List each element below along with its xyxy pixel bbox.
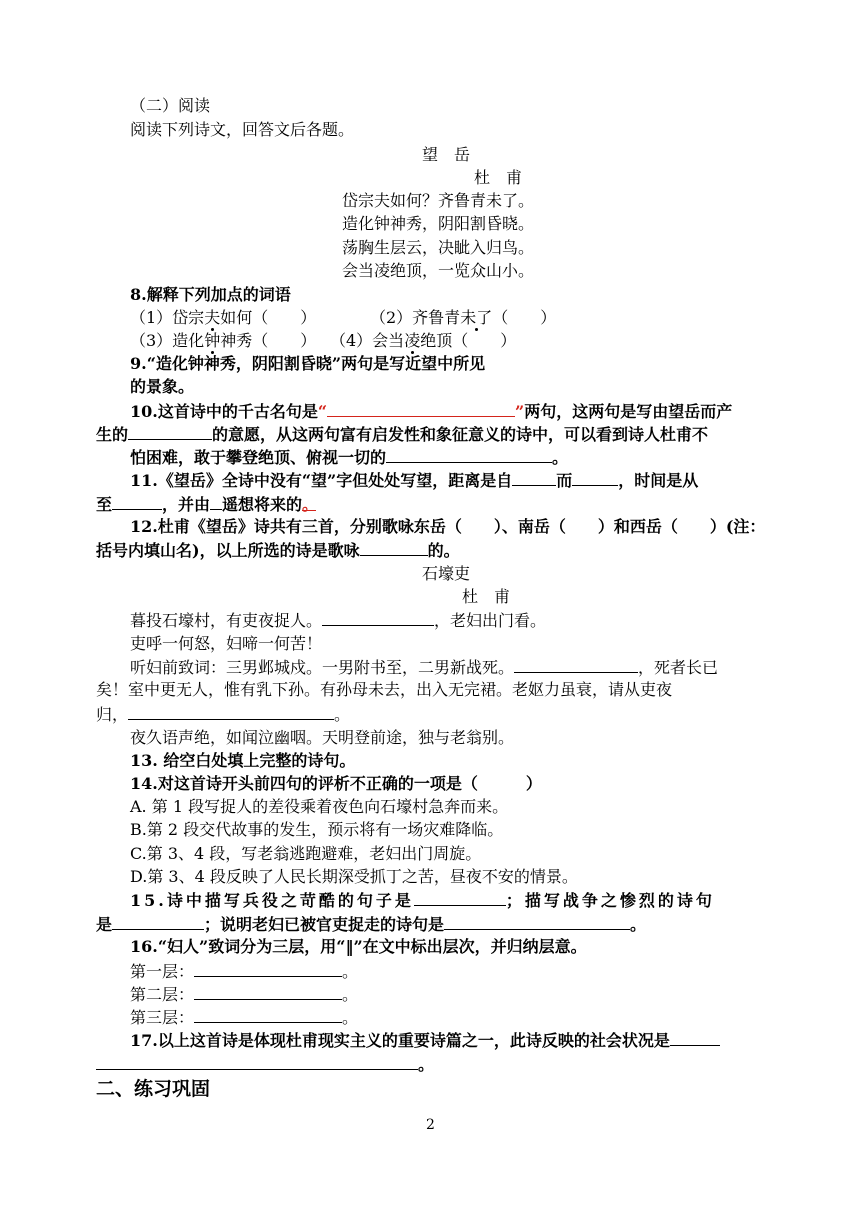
option-a: A. 第 1 段写捉人的差役乘着夜色向石壕村急奔而来。 <box>130 797 509 816</box>
question-11: 11.《望岳》全诗中没有“望”字但处处写望，距离是自 而 ，时间是从 <box>130 471 699 490</box>
question-16: 16.“妇人”致词分为三层，用“‖”在文中标出层次，并归纳层意。 <box>130 937 587 956</box>
page-number: 2 <box>426 1117 435 1133</box>
question-12-cont: 括号内填山名)，以上所选的诗是歌咏 的。 <box>96 541 460 560</box>
question-15: 15.诗中描写兵役之苛酷的句子是 ；描写战争之惨烈的诗句 <box>130 891 715 910</box>
question-12: 12.杜甫《望岳》诗共有三首，分别歌咏东岳（ ）、南岳（ ）和西岳（ ）(注： <box>130 517 766 536</box>
poem-line: 听妇前致词：三男邺城戍。一男附书至，二男新战死。 ，死者长已 <box>130 658 719 677</box>
option-d: D.第 3、4 段反映了人民长期深受抓丁之苦，昼夜不安的情景。 <box>130 867 578 886</box>
poem-line: 暮投石壕村，有吏夜捉人。 ，老妇出门看。 <box>130 611 547 630</box>
poem-line: 归， 。 <box>96 705 351 724</box>
poem-line: 夜久语声绝，如闻泣幽咽。天明登前途，独与老翁别。 <box>130 728 515 747</box>
instruction-text: 阅读下列诗文，回答文后各题。 <box>130 120 355 139</box>
option-c: C.第 3、4 段，写老翁逃跑避难，老妇出门周旋。 <box>130 844 482 863</box>
layer-2-answer: 第二层： 。 <box>130 985 359 1004</box>
question-9-cont: 的景象。 <box>130 377 195 396</box>
section-heading: 二、练习巩固 <box>96 1078 211 1100</box>
poem-line: 矣！室中更无人，惟有乳下孙。有孙母未去，出入无完裙。老妪力虽衰，请从吏夜 <box>96 680 673 699</box>
layer-3-answer: 第三层： 。 <box>130 1008 359 1027</box>
question-15-cont: 是 ；说明老妇已被官吏捉走的诗句是 。 <box>96 915 647 934</box>
option-b: B.第 2 段交代故事的发生，预示将有一场灾难降临。 <box>130 820 504 839</box>
poem-line: 荡胸生层云，决眦入归鸟。 <box>342 238 535 257</box>
question-17-cont: 。 <box>96 1054 434 1075</box>
question-8: 8.解释下列加点的词语 <box>130 285 291 304</box>
poem-line: 造化钟神秀，阴阳割昏晓。 <box>342 214 535 233</box>
poem-title: 望 岳 <box>422 145 471 164</box>
question-14: 14.对这首诗开头前四句的评析不正确的一项是（ ） <box>130 774 542 793</box>
question-10: 10.这首诗中的千古名句是“ ”两句，这两句是写由望岳而产 <box>130 402 733 421</box>
question-17: 17.以上这首诗是体现杜甫现实主义的重要诗篇之一，此诗反映的社会状况是 <box>130 1030 720 1051</box>
question-11-cont: 至 ，并由 遥想将来的。 <box>96 495 319 514</box>
subsection-heading: （二）阅读 <box>130 96 211 115</box>
poem-line: 吏呼一何怒，妇啼一何苦！ <box>130 634 323 653</box>
layer-1-answer: 第一层： 。 <box>130 962 359 981</box>
poem-line: 会当凌绝顶，一览众山小。 <box>342 261 535 280</box>
poem-line: 岱宗夫如何？齐鲁青未了。 <box>342 191 535 210</box>
poem-author: 杜 甫 <box>462 587 511 606</box>
q8-item-3: （3）造化钟神秀（ ） <box>130 331 317 350</box>
question-9: 9.“造化钟神秀，阴阳割昏晓”两句是写近望中所见 <box>130 354 486 373</box>
poem-title: 石壕吏 <box>422 564 471 583</box>
q8-item-2: （2）齐鲁青未了（ ） <box>370 308 557 327</box>
poem-author: 杜 甫 <box>474 168 523 187</box>
q8-item-1: （1）岱宗夫如何（ ） <box>130 308 317 327</box>
q8-item-4: （4）会当凌绝顶（ ） <box>330 331 517 350</box>
question-10-cont2: 怕困难，敢于攀登绝顶、俯视一切的 。 <box>130 448 569 467</box>
question-10-cont: 生的 的意愿，从这两句富有启发性和象征意义的诗中，可以看到诗人杜甫不 <box>96 425 709 444</box>
question-13: 13. 给空白处填上完整的诗句。 <box>130 751 356 770</box>
